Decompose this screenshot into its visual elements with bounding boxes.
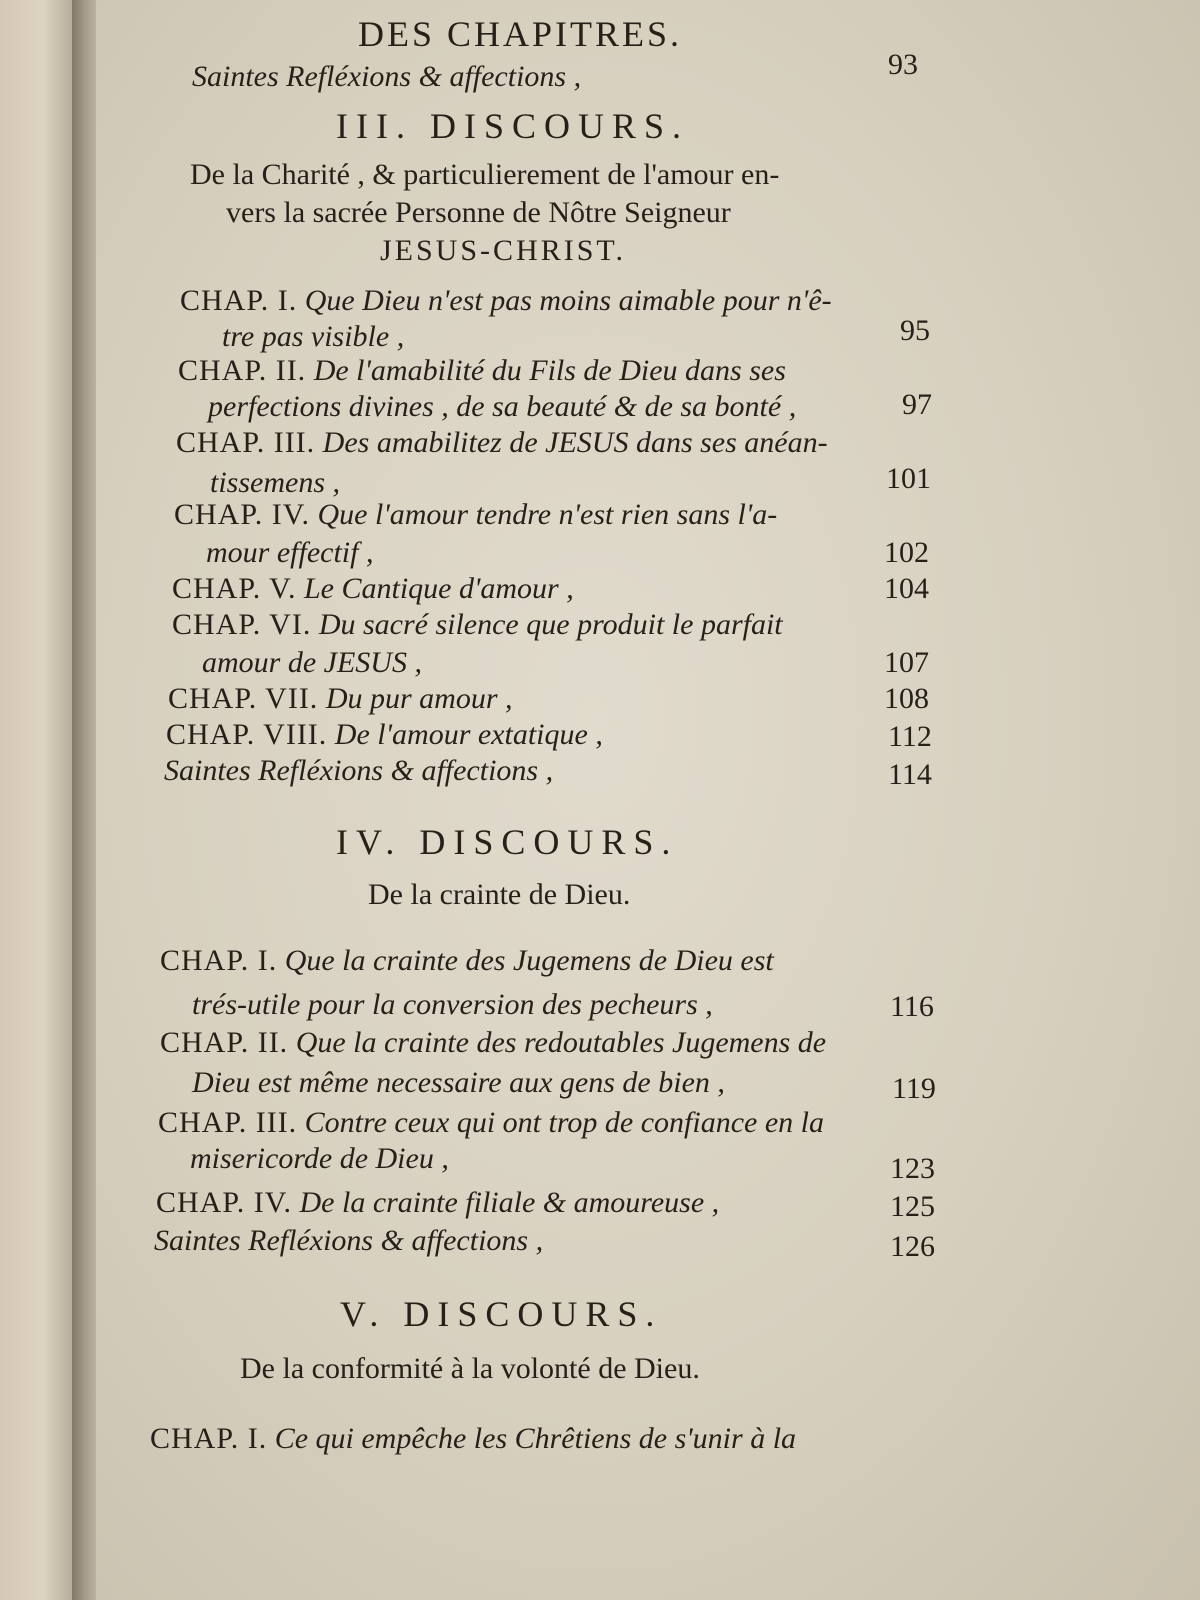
chapter-title-cont: tissemens , [210, 466, 340, 499]
chapter-page: 126 [890, 1230, 935, 1263]
chapter-label: CHAP. V. [172, 572, 297, 605]
chapter-page: 101 [886, 462, 931, 495]
chapter-label: CHAP. VIII. [166, 718, 328, 751]
discours-3-subtitle-line: JESUS-CHRIST. [380, 234, 626, 267]
chapter-page: 116 [890, 990, 934, 1023]
discours-5-subtitle: De la conformité à la volonté de Dieu. [240, 1352, 700, 1385]
chapter-page: 114 [888, 758, 932, 791]
chapter-page: 123 [890, 1152, 935, 1185]
chapter-title: Que la crainte des Jugemens de Dieu est [284, 944, 774, 977]
chapter-label: CHAP. III. [176, 426, 316, 459]
chapter-title-cont: mour effectif , [206, 536, 374, 569]
discours-3-subtitle-line: De la Charité , & particulierement de l'amour en- [190, 158, 780, 191]
chapter-title: Du pur amour , [325, 682, 513, 715]
chapter-title: De l'amabilité du Fils de Dieu dans ses [313, 354, 786, 387]
chapter-title: Que Dieu n'est pas moins aimable pour n'ê- [304, 284, 832, 317]
chapter-title-cont: tre pas visible , [222, 320, 405, 353]
page-number: 93 [888, 48, 918, 81]
chapter-label: CHAP. III. [158, 1106, 298, 1139]
chapter-page: 97 [902, 388, 932, 421]
chapter-title-cont: Dieu est même necessaire aux gens de bien , [192, 1066, 725, 1099]
discours-5-heading: V. DISCOURS. [340, 1294, 663, 1334]
chapter-title: De la crainte filiale & amoureuse , [299, 1186, 720, 1219]
chapter-page: 107 [884, 646, 929, 679]
chapter-label: CHAP. VI. [172, 608, 312, 641]
chapter-page: 104 [884, 572, 929, 605]
chapter-title: Que la crainte des redoutables Jugemens de [295, 1026, 827, 1059]
chapter-page: 119 [892, 1072, 936, 1105]
chapter-title: Contre ceux qui ont trop de confiance en la [304, 1106, 824, 1139]
chapter-title: Le Cantique d'amour , [303, 572, 574, 605]
chapter-label: CHAP. VII. [168, 682, 319, 715]
chapter-title: Ce qui empêche les Chrêtiens de s'unir à la [274, 1422, 797, 1455]
chapter-title: Saintes Refléxions & affections , [164, 754, 554, 787]
chapter-label: CHAP. IV. [174, 498, 310, 531]
chapter-page: 125 [890, 1190, 935, 1223]
chapter-page: 102 [884, 536, 929, 569]
discours-3-heading: III. DISCOURS. [336, 106, 690, 146]
chapter-title: Des amabilitez de JESUS dans ses anéan- [322, 426, 828, 459]
chapter-label: CHAP. I. [160, 944, 278, 977]
top-entry-title: Saintes Refléxions & affections , [192, 60, 582, 93]
chapter-label: CHAP. II. [178, 354, 307, 387]
chapter-label: CHAP. I. [180, 284, 298, 317]
chapter-title: De l'amour extatique , [334, 718, 603, 751]
chapter-title-cont: misericorde de Dieu , [190, 1142, 449, 1175]
chapter-label: CHAP. II. [160, 1026, 289, 1059]
discours-4-heading: IV. DISCOURS. [336, 822, 679, 862]
chapter-page: 108 [884, 682, 929, 715]
facing-page-edge [0, 0, 73, 1600]
chapter-page: 95 [900, 314, 930, 347]
chapter-title: Que l'amour tendre n'est rien sans l'a- [317, 498, 778, 531]
discours-3-subtitle-line: vers la sacrée Personne de Nôtre Seigneur [226, 196, 731, 229]
chapter-title: Saintes Refléxions & affections , [154, 1224, 544, 1257]
book-page [96, 0, 1200, 1600]
discours-4-subtitle: De la crainte de Dieu. [368, 878, 631, 911]
chapter-title: Du sacré silence que produit le parfait [318, 608, 783, 641]
chapter-title-cont: amour de JESUS , [202, 646, 422, 679]
chapter-label: CHAP. IV. [156, 1186, 292, 1219]
chapter-title-cont: perfections divines , de sa beauté & de sa bonté , [208, 390, 797, 423]
chapter-label: CHAP. I. [150, 1422, 268, 1455]
running-title: DES CHAPITRES. [358, 14, 683, 54]
chapter-page: 112 [888, 720, 932, 753]
chapter-title-cont: trés-utile pour la conversion des pecheurs , [192, 988, 713, 1021]
